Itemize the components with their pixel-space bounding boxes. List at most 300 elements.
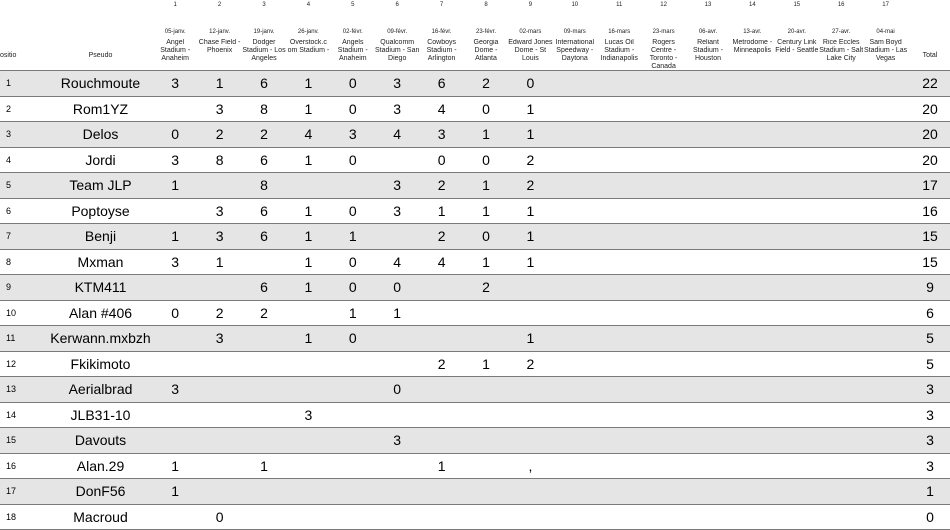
- score-cell-round-14: [730, 224, 774, 248]
- total-cell: 9: [912, 275, 948, 299]
- score-cell-round-5: 0: [331, 71, 375, 95]
- score-cell-round-4: 1: [286, 199, 330, 223]
- score-cell-round-14: [730, 454, 774, 478]
- score-cell-round-8: 2: [464, 71, 508, 95]
- total-cell: 3: [912, 377, 948, 401]
- score-cell-round-9: [508, 377, 552, 401]
- round-date-15: 20-avr.: [775, 28, 819, 36]
- score-cell-round-1: 3: [153, 148, 197, 172]
- score-cell-round-1: 1: [153, 479, 197, 503]
- position-cell: 17: [6, 479, 32, 503]
- score-cell-round-7: 6: [419, 71, 463, 95]
- score-cell-round-15: [775, 173, 819, 197]
- round-number-6: 6: [375, 1, 419, 9]
- score-cell-round-3: 8: [242, 173, 286, 197]
- score-cell-round-13: [686, 454, 730, 478]
- score-cell-round-6: [375, 479, 419, 503]
- pseudo-cell: Aerialbrad: [33, 377, 168, 401]
- score-cell-round-2: [197, 173, 241, 197]
- score-cell-round-3: [242, 250, 286, 274]
- score-cell-round-2: [197, 352, 241, 376]
- round-venue-13: Reliant Stadium - Houston: [686, 39, 730, 70]
- score-cell-round-7: [419, 377, 463, 401]
- score-cell-round-13: [686, 148, 730, 172]
- total-cell: 3: [912, 454, 948, 478]
- score-cell-round-4: 3: [286, 403, 330, 427]
- total-cell: 3: [912, 403, 948, 427]
- score-cell-round-14: [730, 97, 774, 121]
- round-number-7: 7: [419, 1, 463, 9]
- score-cell-round-6: 1: [375, 301, 419, 325]
- score-cell-round-5: 0: [331, 326, 375, 350]
- score-cell-round-13: [686, 479, 730, 503]
- score-cell-round-14: [730, 403, 774, 427]
- score-cell-round-12: [641, 199, 685, 223]
- score-cell-round-14: [730, 199, 774, 223]
- round-date-10: 09-mars: [553, 28, 597, 36]
- total-cell: 5: [912, 326, 948, 350]
- score-cell-round-14: [730, 250, 774, 274]
- score-cell-round-2: [197, 428, 241, 452]
- position-cell: 14: [6, 403, 32, 427]
- score-cell-round-2: [197, 377, 241, 401]
- pseudo-cell: Delos: [33, 122, 168, 146]
- score-cell-round-9: 2: [508, 148, 552, 172]
- score-cell-round-8: 2: [464, 275, 508, 299]
- round-venue-10: International Speedway - Daytona: [553, 39, 597, 70]
- score-cell-round-5: 0: [331, 275, 375, 299]
- score-cell-round-7: 2: [419, 173, 463, 197]
- score-cell-round-8: 1: [464, 199, 508, 223]
- position-cell: 8: [6, 250, 32, 274]
- score-cell-round-9: 1: [508, 250, 552, 274]
- score-cell-round-8: 0: [464, 97, 508, 121]
- score-cell-round-14: [730, 148, 774, 172]
- score-cell-round-8: [464, 326, 508, 350]
- score-cell-round-2: 3: [197, 326, 241, 350]
- table-row: [0, 97, 950, 123]
- score-cell-round-10: [553, 122, 597, 146]
- score-cell-round-16: [819, 250, 863, 274]
- score-cell-round-7: 2: [419, 224, 463, 248]
- pseudo-cell: DonF56: [33, 479, 168, 503]
- score-cell-round-6: [375, 403, 419, 427]
- score-cell-round-13: [686, 326, 730, 350]
- score-cell-round-16: [819, 326, 863, 350]
- round-number-4: 4: [286, 1, 330, 9]
- score-cell-round-1: [153, 97, 197, 121]
- score-cell-round-13: [686, 377, 730, 401]
- total-cell: 1: [912, 479, 948, 503]
- score-cell-round-12: [641, 250, 685, 274]
- score-cell-round-12: [641, 377, 685, 401]
- score-cell-round-15: [775, 97, 819, 121]
- score-cell-round-14: [730, 352, 774, 376]
- score-cell-round-14: [730, 326, 774, 350]
- total-cell: 20: [912, 148, 948, 172]
- score-cell-round-10: [553, 403, 597, 427]
- score-cell-round-12: [641, 173, 685, 197]
- score-cell-round-5: 0: [331, 199, 375, 223]
- total-cell: 22: [912, 71, 948, 95]
- pseudo-cell: Mxman: [33, 250, 168, 274]
- score-cell-round-5: 0: [331, 148, 375, 172]
- score-cell-round-12: [641, 479, 685, 503]
- score-cell-round-14: [730, 275, 774, 299]
- score-cell-round-8: [464, 403, 508, 427]
- score-cell-round-11: [597, 428, 641, 452]
- table-row: [0, 199, 950, 225]
- score-cell-round-4: 1: [286, 148, 330, 172]
- score-cell-round-11: [597, 71, 641, 95]
- score-cell-round-13: [686, 199, 730, 223]
- score-cell-round-14: [730, 71, 774, 95]
- pseudo-cell: KTM411: [33, 275, 168, 299]
- score-cell-round-17: [863, 326, 907, 350]
- score-cell-round-15: [775, 479, 819, 503]
- table-row: [0, 505, 950, 530]
- score-cell-round-14: [730, 173, 774, 197]
- score-cell-round-15: [775, 199, 819, 223]
- total-cell: 20: [912, 122, 948, 146]
- score-cell-round-13: [686, 250, 730, 274]
- score-cell-round-4: [286, 454, 330, 478]
- score-cell-round-13: [686, 301, 730, 325]
- round-number-13: 13: [686, 1, 730, 9]
- round-venue-9: Edward Jones Dome - St Louis: [508, 39, 552, 70]
- score-cell-round-10: [553, 326, 597, 350]
- round-number-14: 14: [730, 1, 774, 9]
- score-cell-round-8: [464, 479, 508, 503]
- score-cell-round-1: 0: [153, 122, 197, 146]
- score-cell-round-11: [597, 403, 641, 427]
- round-venue-8: Georgia Dome - Atlanta: [464, 39, 508, 70]
- score-cell-round-15: [775, 250, 819, 274]
- score-cell-round-5: [331, 479, 375, 503]
- score-cell-round-9: 1: [508, 122, 552, 146]
- score-cell-round-1: 1: [153, 173, 197, 197]
- score-cell-round-2: [197, 454, 241, 478]
- total-cell: 15: [912, 224, 948, 248]
- score-cell-round-17: [863, 275, 907, 299]
- score-cell-round-12: [641, 428, 685, 452]
- position-column-header: ositio: [0, 51, 22, 61]
- score-cell-round-7: 2: [419, 352, 463, 376]
- score-cell-round-16: [819, 71, 863, 95]
- score-cell-round-6: [375, 224, 419, 248]
- round-number-17: 17: [863, 1, 907, 9]
- score-cell-round-10: [553, 199, 597, 223]
- table-row: [0, 173, 950, 199]
- score-cell-round-1: 0: [153, 301, 197, 325]
- score-cell-round-9: 1: [508, 224, 552, 248]
- pseudo-cell: Davouts: [33, 428, 168, 452]
- score-cell-round-17: [863, 122, 907, 146]
- score-cell-round-10: [553, 352, 597, 376]
- score-cell-round-16: [819, 301, 863, 325]
- score-cell-round-5: 1: [331, 224, 375, 248]
- total-cell: 17: [912, 173, 948, 197]
- score-cell-round-2: 8: [197, 148, 241, 172]
- score-cell-round-16: [819, 148, 863, 172]
- table-row: [0, 250, 950, 276]
- score-cell-round-2: [197, 275, 241, 299]
- round-date-13: 06-avr.: [686, 28, 730, 36]
- score-cell-round-4: [286, 428, 330, 452]
- score-cell-round-2: 1: [197, 250, 241, 274]
- score-cell-round-4: [286, 479, 330, 503]
- score-cell-round-15: [775, 224, 819, 248]
- score-cell-round-7: 1: [419, 454, 463, 478]
- score-cell-round-6: [375, 326, 419, 350]
- score-cell-round-15: [775, 352, 819, 376]
- position-cell: 3: [6, 122, 32, 146]
- score-cell-round-15: [775, 275, 819, 299]
- score-cell-round-13: [686, 173, 730, 197]
- table-row: [0, 224, 950, 250]
- total-cell: 20: [912, 97, 948, 121]
- round-venue-12: Rogers Centre - Toronto - Canada: [641, 39, 685, 70]
- score-cell-round-11: [597, 275, 641, 299]
- score-cell-round-16: [819, 428, 863, 452]
- score-cell-round-3: 6: [242, 71, 286, 95]
- score-cell-round-2: 2: [197, 301, 241, 325]
- pseudo-column-header: Pseudo: [33, 51, 168, 61]
- score-cell-round-6: 3: [375, 173, 419, 197]
- score-cell-round-2: 3: [197, 224, 241, 248]
- score-cell-round-2: 3: [197, 199, 241, 223]
- score-cell-round-14: [730, 428, 774, 452]
- position-cell: 7: [6, 224, 32, 248]
- score-cell-round-1: 3: [153, 250, 197, 274]
- score-cell-round-1: [153, 275, 197, 299]
- table-row: [0, 352, 950, 378]
- score-cell-round-6: 0: [375, 377, 419, 401]
- score-cell-round-13: [686, 224, 730, 248]
- score-cell-round-7: [419, 275, 463, 299]
- score-cell-round-3: [242, 352, 286, 376]
- score-cell-round-8: [464, 454, 508, 478]
- score-cell-round-17: [863, 352, 907, 376]
- score-cell-round-7: 3: [419, 122, 463, 146]
- score-cell-round-3: [242, 428, 286, 452]
- score-cell-round-3: [242, 479, 286, 503]
- score-cell-round-15: [775, 454, 819, 478]
- total-cell: 3: [912, 428, 948, 452]
- round-number-12: 12: [641, 1, 685, 9]
- position-cell: 13: [6, 377, 32, 401]
- score-cell-round-1: [153, 199, 197, 223]
- position-cell: 6: [6, 199, 32, 223]
- score-cell-round-14: [730, 377, 774, 401]
- round-venue-17: Sam Boyd Stadium - Las Vegas: [863, 39, 907, 70]
- round-number-8: 8: [464, 1, 508, 9]
- table-row: [0, 428, 950, 454]
- score-cell-round-9: 1: [508, 97, 552, 121]
- score-cell-round-11: [597, 224, 641, 248]
- pseudo-cell: Benji: [33, 224, 168, 248]
- pseudo-cell: Alan #406: [33, 301, 168, 325]
- score-cell-round-17: [863, 250, 907, 274]
- score-cell-round-12: [641, 326, 685, 350]
- score-cell-round-2: [197, 403, 241, 427]
- score-cell-round-7: [419, 403, 463, 427]
- position-cell: 11: [6, 326, 32, 350]
- score-cell-round-5: 1: [331, 301, 375, 325]
- score-cell-round-1: 1: [153, 454, 197, 478]
- score-cell-round-10: [553, 428, 597, 452]
- score-cell-round-6: [375, 352, 419, 376]
- score-cell-round-16: [819, 352, 863, 376]
- score-cell-round-8: 0: [464, 224, 508, 248]
- round-date-16: 27-avr.: [819, 28, 863, 36]
- score-cell-round-9: [508, 403, 552, 427]
- round-venue-6: Qualcomm Stadium - San Diego: [375, 39, 419, 70]
- round-date-5: 02-févr.: [331, 28, 375, 36]
- round-venue-1: Angel Stadium - Anaheim: [153, 39, 197, 70]
- score-cell-round-12: [641, 454, 685, 478]
- score-cell-round-6: [375, 454, 419, 478]
- score-cell-round-5: [331, 454, 375, 478]
- total-column-header: Total: [912, 51, 948, 61]
- score-cell-round-7: 0: [419, 148, 463, 172]
- round-date-9: 02-mars: [508, 28, 552, 36]
- score-cell-round-11: [597, 352, 641, 376]
- position-cell: 12: [6, 352, 32, 376]
- score-cell-round-1: [153, 428, 197, 452]
- round-venue-16: Rice Eccles Stadium - Salt Lake City: [819, 39, 863, 70]
- score-cell-round-8: 1: [464, 352, 508, 376]
- score-cell-round-3: 2: [242, 122, 286, 146]
- round-venue-4: Overstock.c om Stadium -: [286, 39, 330, 70]
- round-date-6: 09-févr.: [375, 28, 419, 36]
- round-date-8: 23-févr.: [464, 28, 508, 36]
- round-date-1: 05-janv.: [153, 28, 197, 36]
- score-cell-round-3: 2: [242, 301, 286, 325]
- round-date-3: 19-janv.: [242, 28, 286, 36]
- score-cell-round-8: 0: [464, 148, 508, 172]
- score-cell-round-11: [597, 250, 641, 274]
- score-cell-round-17: [863, 173, 907, 197]
- score-cell-round-11: [597, 479, 641, 503]
- score-cell-round-4: 1: [286, 97, 330, 121]
- round-venue-15: Century Link Field - Seattle: [775, 39, 819, 70]
- pseudo-cell: Fkikimoto: [33, 352, 168, 376]
- score-cell-round-14: [730, 479, 774, 503]
- score-cell-round-5: [331, 173, 375, 197]
- score-cell-round-11: [597, 97, 641, 121]
- score-cell-round-12: [641, 71, 685, 95]
- score-cell-round-11: [597, 326, 641, 350]
- score-cell-round-9: 2: [508, 173, 552, 197]
- score-cell-round-1: [153, 326, 197, 350]
- score-cell-round-3: 1: [242, 454, 286, 478]
- score-cell-round-10: [553, 148, 597, 172]
- score-cell-round-9: 1: [508, 326, 552, 350]
- round-number-10: 10: [553, 1, 597, 9]
- score-cell-round-14: [730, 122, 774, 146]
- score-cell-round-2: 0: [197, 505, 241, 529]
- score-cell-round-8: [464, 428, 508, 452]
- score-cell-round-17: [863, 199, 907, 223]
- position-cell: 18: [6, 505, 32, 529]
- score-cell-round-16: [819, 479, 863, 503]
- score-cell-round-12: [641, 122, 685, 146]
- score-cell-round-4: 1: [286, 71, 330, 95]
- table-row: [0, 479, 950, 505]
- score-cell-round-4: 1: [286, 326, 330, 350]
- score-cell-round-13: [686, 428, 730, 452]
- table-row: [0, 326, 950, 352]
- score-cell-round-10: [553, 377, 597, 401]
- score-cell-round-17: [863, 377, 907, 401]
- score-cell-round-2: 3: [197, 97, 241, 121]
- round-number-16: 16: [819, 1, 863, 9]
- score-cell-round-16: [819, 454, 863, 478]
- score-cell-round-11: [597, 377, 641, 401]
- round-number-1: 1: [153, 1, 197, 9]
- round-date-17: 04-mai: [863, 28, 907, 36]
- score-cell-round-10: [553, 301, 597, 325]
- total-cell: 0: [912, 505, 948, 529]
- pseudo-cell: Jordi: [33, 148, 168, 172]
- score-cell-round-8: 1: [464, 250, 508, 274]
- score-cell-round-17: [863, 301, 907, 325]
- score-cell-round-14: [730, 301, 774, 325]
- score-cell-round-7: [419, 301, 463, 325]
- pseudo-cell: Kerwann.mxbzh: [33, 326, 168, 350]
- score-cell-round-12: [641, 352, 685, 376]
- round-venue-2: Chase Field - Phoenix: [197, 39, 241, 70]
- round-date-14: 13-avr.: [730, 28, 774, 36]
- score-cell-round-6: 4: [375, 122, 419, 146]
- score-cell-round-16: [819, 97, 863, 121]
- table-row: [0, 148, 950, 174]
- total-cell: 16: [912, 199, 948, 223]
- round-number-3: 3: [242, 1, 286, 9]
- score-cell-round-4: [286, 301, 330, 325]
- score-cell-round-6: [375, 148, 419, 172]
- pseudo-cell: Rouchmoute: [33, 71, 168, 95]
- score-cell-round-15: [775, 301, 819, 325]
- score-cell-round-17: [863, 148, 907, 172]
- score-cell-round-1: 3: [153, 377, 197, 401]
- score-cell-round-6: 3: [375, 199, 419, 223]
- score-cell-round-5: 0: [331, 97, 375, 121]
- pseudo-cell: Rom1YZ: [33, 97, 168, 121]
- score-cell-round-8: 1: [464, 173, 508, 197]
- score-cell-round-3: [242, 326, 286, 350]
- score-cell-round-15: [775, 428, 819, 452]
- round-date-11: 16-mars: [597, 28, 641, 36]
- score-cell-round-16: [819, 377, 863, 401]
- table-row: [0, 71, 950, 97]
- round-number-11: 11: [597, 1, 641, 9]
- round-number-15: 15: [775, 1, 819, 9]
- score-cell-round-10: [553, 250, 597, 274]
- score-cell-round-3: 6: [242, 275, 286, 299]
- score-cell-round-5: 0: [331, 250, 375, 274]
- score-cell-round-16: [819, 122, 863, 146]
- score-cell-round-10: [553, 224, 597, 248]
- score-cell-round-6: 0: [375, 275, 419, 299]
- table-row: [0, 377, 950, 403]
- score-cell-round-7: 1: [419, 199, 463, 223]
- score-cell-round-17: [863, 71, 907, 95]
- round-number-9: 9: [508, 1, 552, 9]
- score-cell-round-2: 2: [197, 122, 241, 146]
- score-cell-round-12: [641, 148, 685, 172]
